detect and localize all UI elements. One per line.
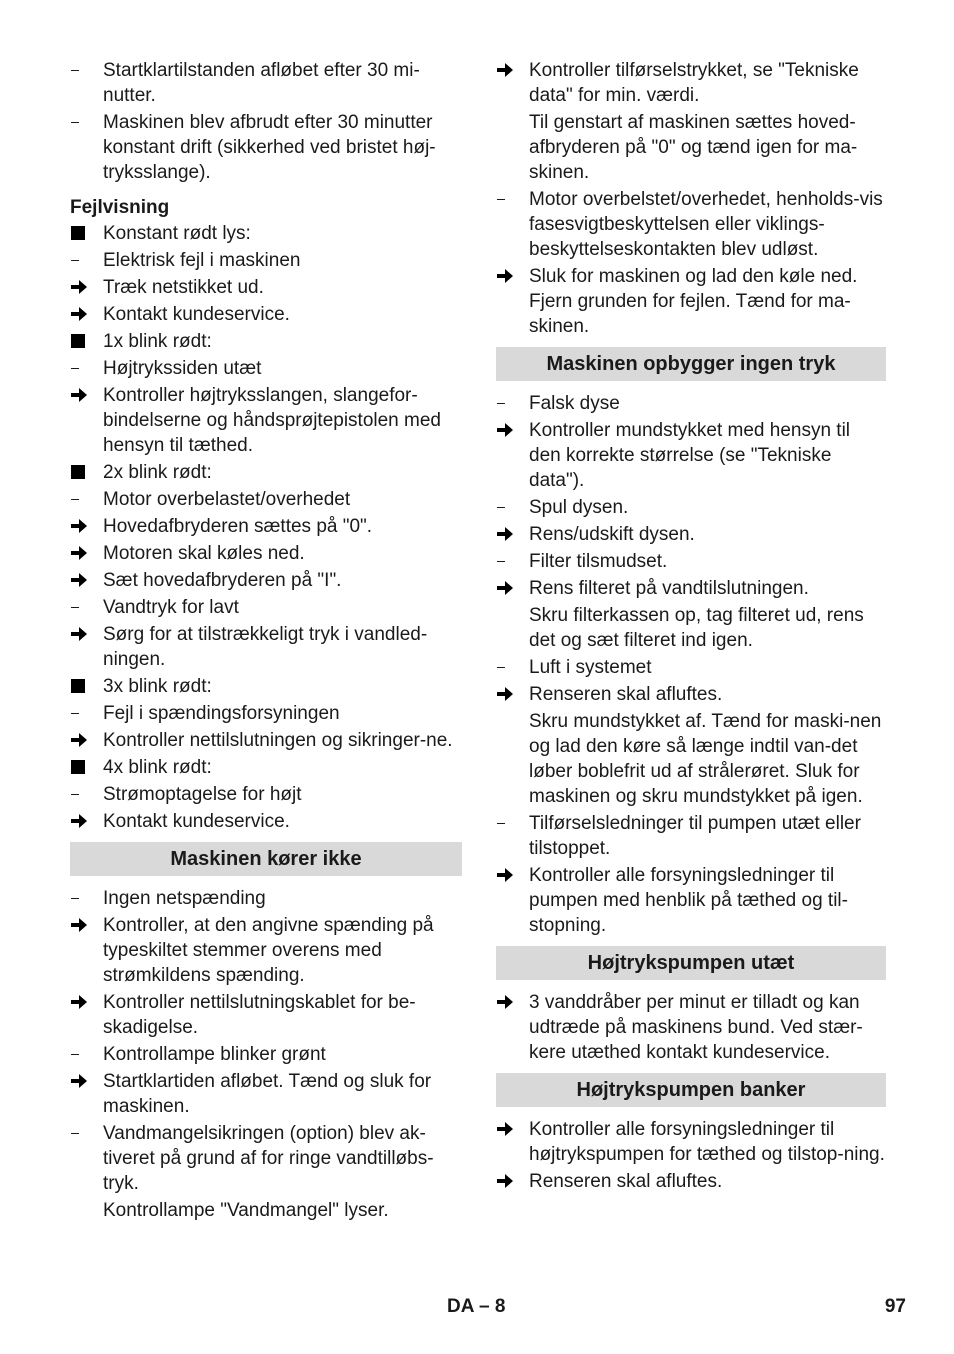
- list-item: [496, 187, 886, 262]
- list-item-text: Rens filteret på vandtilslutningen.: [529, 578, 809, 599]
- list-item: [70, 701, 462, 726]
- dash-bullet-icon: [496, 655, 529, 680]
- paragraph-text: Kontrollampe "Vandmangel" lyser.: [103, 1200, 389, 1221]
- list-item-text: Tilførselsledninger til pumpen utæt eller tilstoppet.: [529, 813, 861, 859]
- list-item: [496, 418, 886, 493]
- dash-bullet-icon: [496, 549, 529, 574]
- list-item-text: Maskinen blev afbrudt efter 30 minutter konstant drift (sikkerhed ved bristet høj-tryksslange).: [103, 112, 436, 183]
- list-item-text: Kontroller tilførselstrykket, se "Tekniske data" for min. værdi.: [529, 60, 859, 106]
- ingen-tryk-list: [496, 391, 886, 938]
- list-item: [70, 1042, 462, 1067]
- list-item-text: Hovedafbryderen sættes på "0".: [103, 516, 373, 537]
- list-item-text: Kontroller alle forsyningsledninger til højtrykspumpen for tæthed og tilstop-ning.: [529, 1119, 885, 1165]
- arrow-right-icon: [70, 809, 103, 834]
- dash-bullet-icon: [496, 811, 529, 861]
- arrow-right-icon: [70, 383, 103, 458]
- list-item-text: Træk netstikket ud.: [103, 277, 264, 298]
- arrow-right-icon: [496, 522, 529, 547]
- list-item: [496, 655, 886, 680]
- arrow-right-icon: [70, 990, 103, 1040]
- list-item: [496, 264, 886, 339]
- pumpen-banker-list: [496, 1117, 886, 1194]
- list-item: [496, 811, 886, 861]
- list-item: [496, 549, 886, 574]
- list-item-text: Ingen netspænding: [103, 888, 266, 909]
- dash-bullet-icon: [70, 58, 103, 108]
- list-item-text: Kontakt kundeservice.: [103, 811, 290, 832]
- list-item: [496, 1169, 886, 1194]
- dash-bullet-icon: [70, 1042, 103, 1067]
- square-bullet-icon: [70, 755, 103, 780]
- arrow-right-icon: [70, 728, 103, 753]
- list-item-text: 3x blink rødt:: [103, 676, 212, 697]
- arrow-right-icon: [496, 863, 529, 938]
- maskinen-korer-ikke-list: [70, 886, 462, 1223]
- arrow-right-icon: [496, 682, 529, 707]
- list-item-text: Kontrollampe blinker grønt: [103, 1044, 326, 1065]
- list-item-text: Renseren skal afluftes.: [529, 1171, 723, 1192]
- dash-bullet-icon: [496, 391, 529, 416]
- dash-bullet-icon: [70, 110, 103, 185]
- fejlvisning-heading: Fejlvisning: [70, 197, 170, 218]
- list-item-text: Spul dysen.: [529, 497, 629, 518]
- paragraph-text: Til genstart af maskinen sættes hoved-afbryderen på "0" og tænd igen for ma-skinen.: [529, 112, 858, 183]
- dash-bullet-icon: [70, 701, 103, 726]
- list-item-text: Kontroller, at den angivne spænding på typeskiltet stemmer overens med strømkildens spænding.: [103, 915, 434, 986]
- list-item: [70, 383, 462, 458]
- list-item-text: Motor overbelstet/overhedet, henholds-vis fasesvigtbeskyttelsen eller viklings-beskyttelseskontakten blev udløst.: [529, 189, 883, 260]
- list-item-text: Rens/udskift dysen.: [529, 524, 695, 545]
- list-item: [70, 460, 462, 485]
- dash-bullet-icon: [496, 495, 529, 520]
- list-item: [70, 1069, 462, 1119]
- list-item-text: Motoren skal køles ned.: [103, 543, 305, 564]
- list-item-text: Sluk for maskinen og lad den køle ned. Fjern grunden for fejlen. Tænd for ma-skinen.: [529, 266, 858, 337]
- list-item: [70, 755, 462, 780]
- arrow-right-icon: [70, 541, 103, 566]
- paragraph-text: Skru mundstykket af. Tænd for maski-nen og lad den køre så længe indtil van-det løber boblefrit ud af strålerøret. Sluk for maskinen og skru mundstykket på igen.: [529, 711, 882, 807]
- arrow-right-icon: [70, 913, 103, 988]
- list-item-text: Luft i systemet: [529, 657, 652, 678]
- list-item-text: Kontroller mundstykket med hensyn til den korrekte størrelse (se "Tekniske data").: [529, 420, 851, 491]
- list-item: [70, 595, 462, 620]
- list-item: [496, 990, 886, 1065]
- arrow-right-icon: [496, 264, 529, 339]
- list-item-text: Kontroller nettilslutningskablet for be-skadigelse.: [103, 992, 416, 1038]
- list-item: [70, 728, 462, 753]
- dash-bullet-icon: [70, 886, 103, 911]
- list-item: [70, 809, 462, 834]
- square-bullet-icon: [70, 674, 103, 699]
- list-item-text: Kontroller alle forsyningsledninger til pumpen med henblik på tæthed og til-stopning.: [529, 865, 848, 936]
- list-item-text: 4x blink rødt:: [103, 757, 212, 778]
- list-item: [496, 576, 886, 601]
- arrow-right-icon: [70, 568, 103, 593]
- dash-bullet-icon: [496, 187, 529, 262]
- list-item-text: Fejl i spændingsforsyningen: [103, 703, 340, 724]
- right-intro-list: [496, 58, 886, 339]
- left-column: [70, 58, 462, 1225]
- list-item: [70, 329, 462, 354]
- square-bullet-icon: [70, 221, 103, 246]
- list-item: [70, 622, 462, 672]
- list-item: [70, 568, 462, 593]
- list-item-text: 2x blink rødt:: [103, 462, 212, 483]
- list-item-text: Vandmangelsikringen (option) blev ak-tiveret på grund af for ringe vandtilløbs-tryk.: [103, 1123, 434, 1194]
- list-item: [496, 1117, 886, 1167]
- square-bullet-icon: [70, 460, 103, 485]
- list-item-text: Sæt hovedafbryderen på "I".: [103, 570, 342, 591]
- arrow-right-icon: [70, 1069, 103, 1119]
- list-item-text: Startklartiden afløbet. Tænd og sluk for maskinen.: [103, 1071, 432, 1117]
- section-heading-maskinen-korer-ikke: Maskinen kører ikke: [70, 842, 462, 876]
- list-item-text: Motor overbelastet/overhedet: [103, 489, 351, 510]
- list-item: [70, 221, 462, 246]
- list-item: [70, 541, 462, 566]
- arrow-right-icon: [70, 622, 103, 672]
- dash-bullet-icon: [70, 356, 103, 381]
- left-intro-list: [70, 58, 462, 185]
- dash-bullet-icon: [70, 487, 103, 512]
- arrow-right-icon: [496, 990, 529, 1065]
- dash-bullet-icon: [70, 1121, 103, 1196]
- list-item-text: 3 vanddråber per minut er tilladt og kan udtræde på maskinens bund. Ved stær-kere utæthed kontakt kundeservice.: [529, 992, 863, 1063]
- arrow-right-icon: [496, 1117, 529, 1167]
- arrow-right-icon: [496, 576, 529, 601]
- list-item: [70, 58, 462, 108]
- list-item: [70, 674, 462, 699]
- list-item-text: Renseren skal afluftes.: [529, 684, 723, 705]
- arrow-right-icon: [70, 302, 103, 327]
- paragraph-text: Skru filterkassen op, tag filteret ud, rens det og sæt filteret ind igen.: [529, 605, 864, 651]
- list-item: [70, 110, 462, 185]
- list-item-text: Strømoptagelse for højt: [103, 784, 302, 805]
- list-item: [70, 1121, 462, 1196]
- pumpen-utaet-list: [496, 990, 886, 1065]
- list-item: [70, 886, 462, 911]
- list-item-text: Falsk dyse: [529, 393, 620, 414]
- list-item: [496, 495, 886, 520]
- list-item: [496, 682, 886, 707]
- arrow-right-icon: [70, 275, 103, 300]
- fejlvisning-list: [70, 221, 462, 834]
- list-item-text: Elektrisk fejl i maskinen: [103, 250, 301, 271]
- list-item-text: Kontroller højtryksslangen, slangefor-bindelserne og håndsprøjtepistolen med hensyn til tæthed.: [103, 385, 441, 456]
- list-item: [70, 913, 462, 988]
- list-item-text: Vandtryk for lavt: [103, 597, 239, 618]
- section-heading-ingen-tryk: Maskinen opbygger ingen tryk: [496, 347, 886, 381]
- list-item-text: Sørg for at tilstrækkeligt tryk i vandled-ningen.: [103, 624, 428, 670]
- list-item: [70, 302, 462, 327]
- list-item: [70, 990, 462, 1040]
- list-item: [70, 487, 462, 512]
- section-heading-pumpen-utaet: Højtrykspumpen utæt: [496, 946, 886, 980]
- list-item: [70, 248, 462, 273]
- footer-page-number: 97: [884, 1296, 906, 1317]
- list-item: [70, 275, 462, 300]
- list-item: [70, 514, 462, 539]
- list-item-text: Højtrykssiden utæt: [103, 358, 262, 379]
- list-item: [496, 391, 886, 416]
- section-heading-pumpen-banker: Højtrykspumpen banker: [496, 1073, 886, 1107]
- list-item: [70, 782, 462, 807]
- dash-bullet-icon: [70, 248, 103, 273]
- list-item-text: Kontroller nettilslutningen og sikringer-ne.: [103, 730, 453, 751]
- list-item-text: Konstant rødt lys:: [103, 223, 251, 244]
- arrow-right-icon: [496, 1169, 529, 1194]
- list-item: [496, 58, 886, 108]
- list-item: [496, 522, 886, 547]
- list-item-text: Filter tilsmudset.: [529, 551, 668, 572]
- arrow-right-icon: [70, 514, 103, 539]
- square-bullet-icon: [70, 329, 103, 354]
- list-item-text: Kontakt kundeservice.: [103, 304, 290, 325]
- dash-bullet-icon: [70, 782, 103, 807]
- list-item: [70, 356, 462, 381]
- dash-bullet-icon: [70, 595, 103, 620]
- arrow-right-icon: [496, 418, 529, 493]
- footer-language-page: DA – 8: [447, 1296, 506, 1317]
- right-column: [496, 58, 886, 1196]
- list-item-text: Startklartilstanden afløbet efter 30 mi- nutter.: [103, 60, 420, 106]
- list-item-text: 1x blink rødt:: [103, 331, 212, 352]
- arrow-right-icon: [496, 58, 529, 108]
- list-item: [496, 863, 886, 938]
